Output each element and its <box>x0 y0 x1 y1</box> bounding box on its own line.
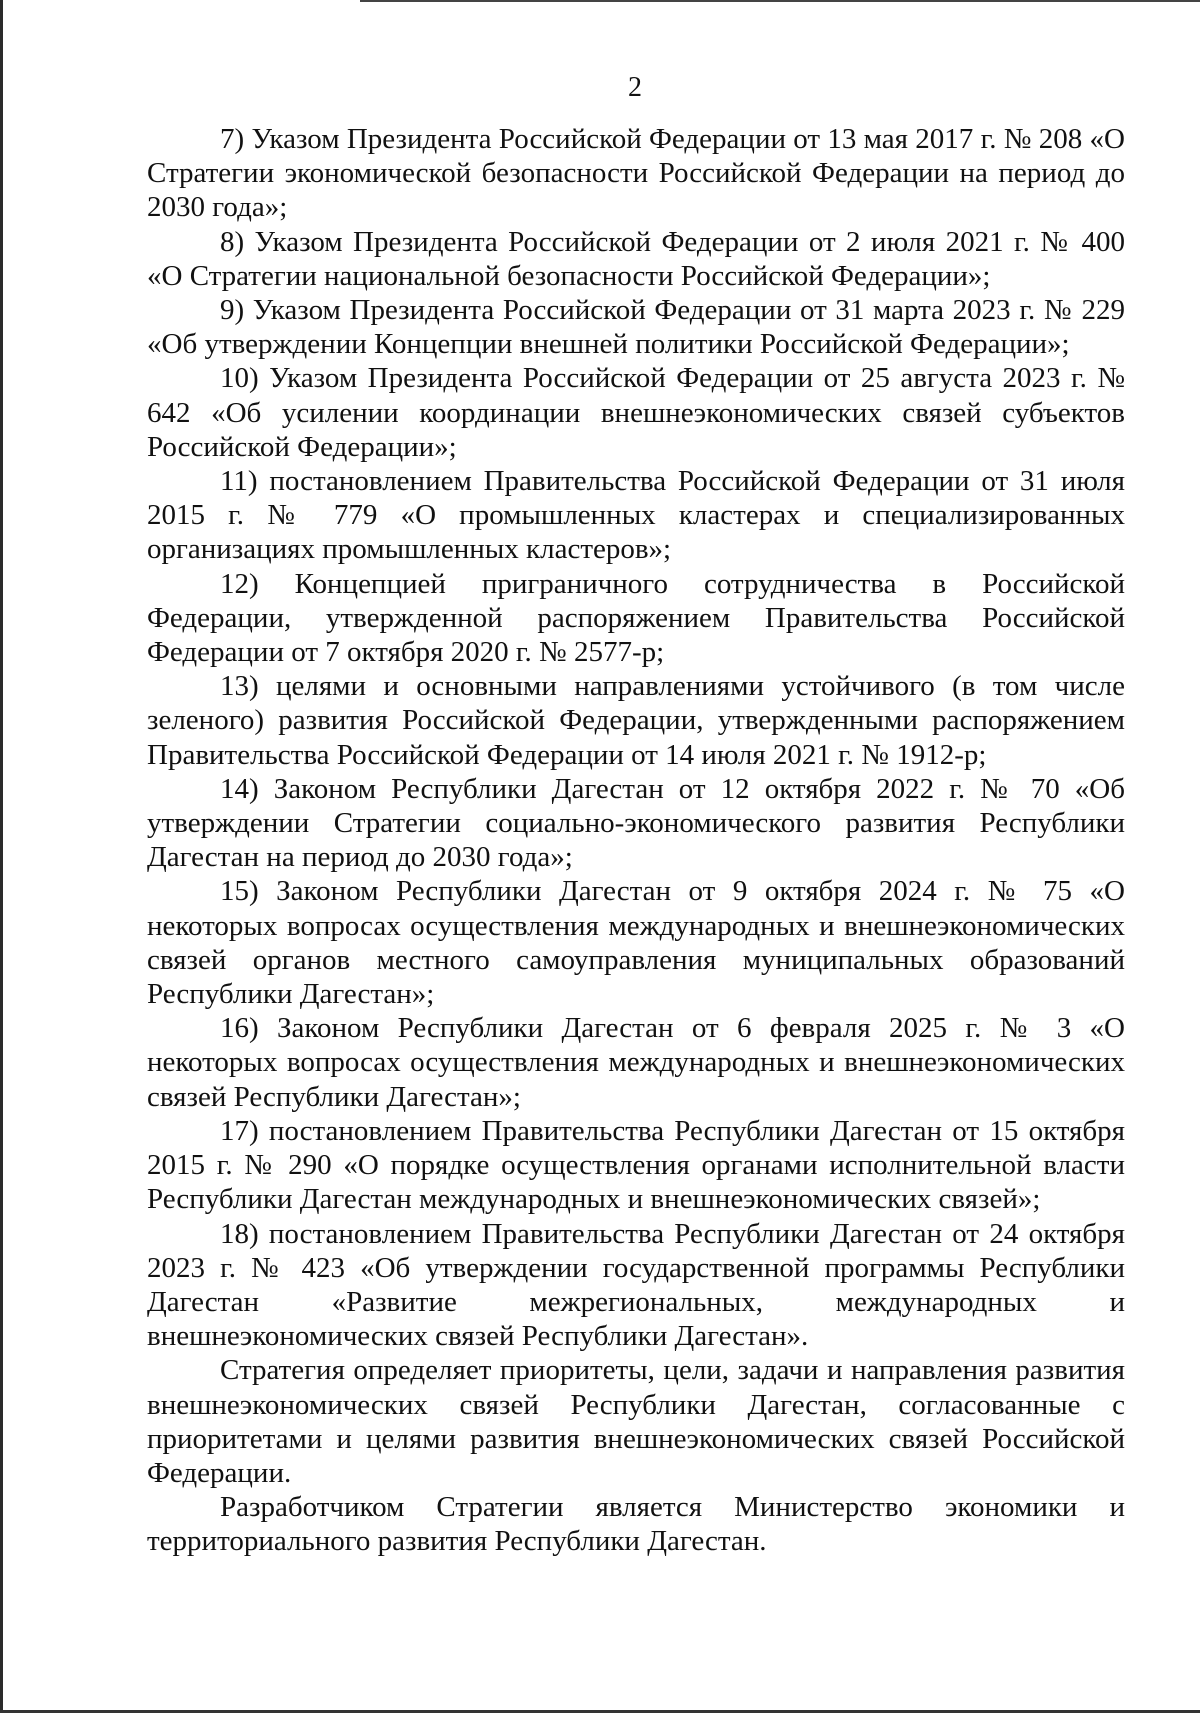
scan-edge-top <box>360 0 1200 2</box>
list-item: 16) Законом Республики Дагестан от 6 февраля 2025 г. № 3 «О некоторых вопросах осуществления международных и внешнеэкономических связей Республики Дагестан»; <box>147 1012 1125 1113</box>
scan-edge-left <box>0 0 3 1713</box>
list-item: 8) Указом Президента Российской Федерации от 2 июля 2021 г. № 400 «О Стратегии национальной безопасности Российской Федерации»; <box>147 225 1125 292</box>
list-item: 11) постановлением Правительства Российской Федерации от 31 июля 2015 г. № 779 «О промышленных кластерах и специализированных организациях промышленных кластеров»; <box>147 465 1125 566</box>
list-item: 14) Законом Республики Дагестан от 12 октября 2022 г. № 70 «Об утверждении Стратегии социально-экономического развития Республики Дагестан на период до 2030 года»; <box>147 772 1125 874</box>
strategy-developer-paragraph: Разработчиком Стратегии является Министерство экономики и территориального развития Республики Дагестан. <box>147 1491 1125 1558</box>
list-item: 10) Указом Президента Российской Федерации от 25 августа 2023 г. № 642 «Об усилении координации внешнеэкономических связей субъектов Российской Федерации»; <box>147 362 1125 463</box>
list-item: 7) Указом Президента Российской Федерации от 13 мая 2017 г. № 208 «О Стратегии экономической безопасности Российской Федерации на период до 2030 года»; <box>147 123 1125 224</box>
list-item: 15) Законом Республики Дагестан от 9 октября 2024 г. № 75 «О некоторых вопросах осуществления международных и внешнеэкономических связей органов местного самоуправления муниципальных образований Республики Дагестан»; <box>147 875 1125 1011</box>
list-item: 9) Указом Президента Российской Федерации от 31 марта 2023 г. № 229 «Об утверждении Концепции внешней политики Российской Федерации»; <box>147 294 1125 361</box>
page-number: 2 <box>628 72 642 103</box>
list-item: 13) целями и основными направлениями устойчивого (в том числе зеленого) развития Российской Федерации, утвержденными распоряжением Правительства Российской Федерации от 14 июля 2021 г. № 1912-р; <box>147 670 1125 771</box>
list-item: 18) постановлением Правительства Республики Дагестан от 24 октября 2023 г. № 423 «Об утверждении государственной программы Республики Дагестан «Развитие межрегиональных, международных и внешнеэкономических связей Республики Дагестан». <box>147 1217 1125 1353</box>
document-body <box>147 122 1125 1559</box>
list-item: 12) Концепцией приграничного сотрудничества в Российской Федерации, утвержденной распоряжением Правительства Российской Федерации от 7 октября 2020 г. № 2577-р; <box>147 567 1125 669</box>
list-item: 17) постановлением Правительства Республики Дагестан от 15 октября 2015 г. № 290 «О порядке осуществления органами исполнительной власти Республики Дагестан международных и внешнеэкономических связей»; <box>147 1114 1125 1216</box>
strategy-priorities-paragraph: Стратегия определяет приоритеты, цели, задачи и направления развития внешнеэкономических связей Республики Дагестан, согласованные с приоритетами и целями развития внешнеэкономических связей Российской Федерации. <box>147 1354 1125 1489</box>
